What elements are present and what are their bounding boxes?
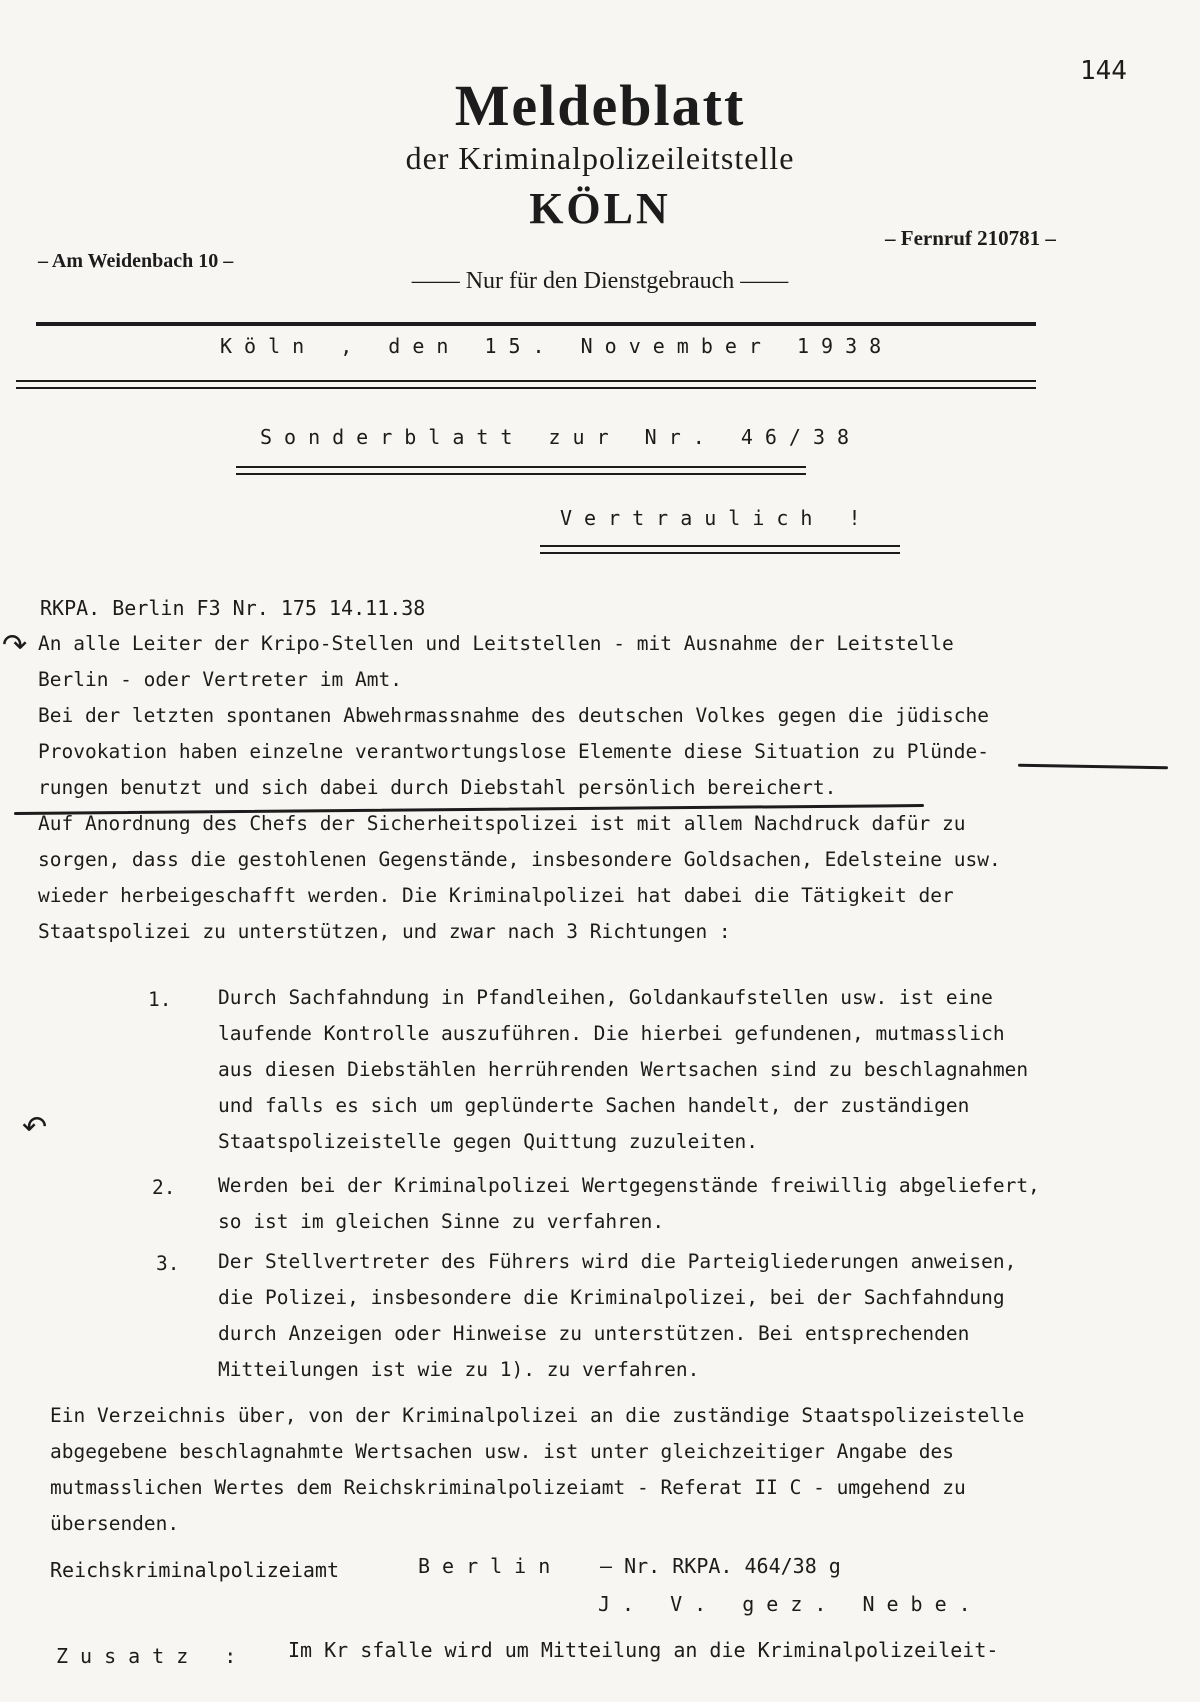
confidential-rule-top [540,545,900,547]
dateline: Köln , den 15. November 1938 [220,334,894,358]
reference-line: RKPA. Berlin F3 Nr. 175 14.11.38 [40,596,426,620]
item-line: und falls es sich um geplünderte Sachen handelt, der zuständigen [218,1094,970,1117]
handwritten-underline-1 [1018,764,1168,770]
item-line: Werden bei der Kriminalpolizei Wertgegenstände freiwillig abgeliefert, [218,1174,1040,1197]
special-sheet-heading: Sonderblatt zur Nr. 46/38 [260,425,862,449]
special-sheet-rule-top [236,466,806,468]
item-number: 1. [148,988,172,1011]
item-2-text [218,1168,1040,1240]
item-3-text [218,1244,1016,1388]
intro-line: rungen benutzt und sich dabei durch Diebstahl persönlich bereichert. [38,776,837,799]
intro-line: wieder herbeigeschafft werden. Die Kriminalpolizei hat dabei die Tätigkeit der [38,884,954,907]
intro-paragraph [38,626,1001,950]
item-line: Der Stellvertreter des Führers wird die Parteigliederungen anweisen, [218,1250,1017,1273]
item-line: laufende Kontrolle auszuführen. Die hierbei gefundenen, mutmasslich [218,1022,1005,1045]
intro-line: Auf Anordnung des Chefs der Sicherheitspolizei ist mit allem Nachdruck dafür zu [38,812,966,835]
closing-line: mutmasslichen Wertes dem Reichskriminalpolizeiamt - Referat II C - umgehend zu [50,1476,966,1499]
intro-line: Staatspolizei zu unterstützen, und zwar nach 3 Richtungen : [38,920,731,943]
closing-line: Ein Verzeichnis über, von der Kriminalpolizei an die zuständige Staatspolizeistelle [50,1404,1025,1427]
special-sheet-rule-bottom [236,473,806,475]
item-number: 3. [156,1252,180,1275]
phone-line: – Fernruf 210781 – [885,226,1056,250]
document-title: Meldeblatt [454,73,746,138]
item-number: 2. [152,1176,176,1199]
page-number: 144 [1080,56,1127,86]
document-subtitle: der Kriminalpolizeileitstelle [405,140,795,176]
addendum-text: Im Kr sfalle wird um Mitteilung an die Kriminalpolizeileit- [288,1638,999,1662]
header-rule [36,322,1036,326]
item-line: Durch Sachfahndung in Pfandleihen, Goldankaufstellen usw. ist eine [218,986,993,1009]
item-line: aus diesen Diebstählen herrührenden Wertsachen sind zu beschlagnahmen [218,1058,1029,1081]
closing-paragraph [50,1398,1024,1542]
signature-place: Berlin [418,1554,563,1578]
signature-number: – Nr. RKPA. 464/38 g [600,1554,841,1578]
document-city: KÖLN [529,184,671,233]
intro-line: Provokation haben einzelne verantwortungslose Elemente diese Situation zu Plünde- [38,740,989,763]
item-line: die Polizei, insbesondere die Kriminalpolizei, bei der Sachfahndung [218,1286,1005,1309]
confidential-rule-bottom [540,552,900,554]
item-line: Mitteilungen ist wie zu 1). zu verfahren. [218,1358,700,1381]
address-line: – Am Weidenbach 10 – [38,250,234,272]
restricted-notice: —— Nur für den Dienstgebrauch —— [411,268,789,294]
dateline-rule-top [16,380,1036,382]
closing-line: übersenden. [50,1512,180,1535]
item-1-text [218,980,1028,1160]
item-line: durch Anzeigen oder Hinweise zu unterstützen. Bei entsprechenden [218,1322,970,1345]
item-line: Staatspolizeistelle gegen Quittung zuzuleiten. [218,1130,759,1153]
signature-agency: Reichskriminalpolizeiamt [50,1558,339,1582]
margin-mark-bottom: ↶ [22,1110,48,1145]
intro-line: An alle Leiter der Kripo-Stellen und Leitstellen - mit Ausnahme der Leitstelle [38,632,954,655]
intro-line: Berlin - oder Vertreter im Amt. [38,668,402,691]
intro-line: Bei der letzten spontanen Abwehrmassnahme des deutschen Volkes gegen die jüdische [38,704,989,727]
signature-signed: J. V. gez. Nebe. [598,1592,983,1616]
item-line: so ist im gleichen Sinne zu verfahren. [218,1210,665,1233]
margin-mark-top: ↷ [2,628,28,663]
addendum-label: Zusatz : [56,1644,249,1668]
closing-line: abgegebene beschlagnahmte Wertsachen usw. ist unter gleichzeitiger Angabe des [50,1440,954,1463]
intro-line: sorgen, dass die gestohlenen Gegenstände, insbesondere Goldsachen, Edelsteine usw. [38,848,1001,871]
dateline-rule-bottom [16,387,1036,389]
confidential-heading: Vertraulich ! [560,506,873,530]
